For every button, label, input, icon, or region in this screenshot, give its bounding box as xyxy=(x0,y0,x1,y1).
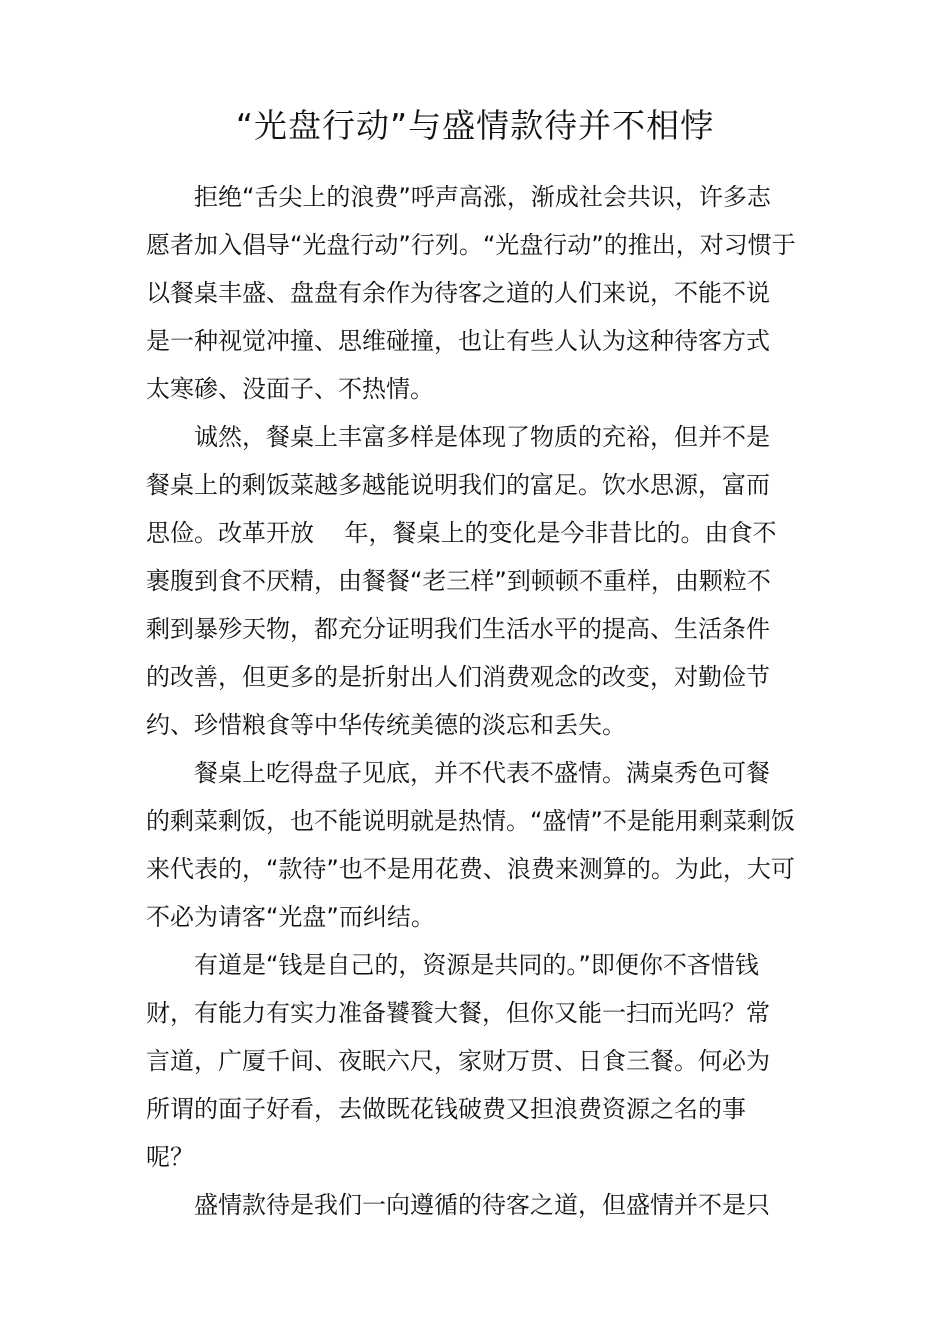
paragraph-4-line-1: 有道是“钱是自己的，资源是共同的。”即便你不吝惜钱 xyxy=(194,951,759,979)
paragraph-2-line-6: 的改善，但更多的是折射出人们消费观念的改变，对勤俭节 xyxy=(146,663,770,691)
document-title: “光盘行动”与盛情款待并不相悖 xyxy=(235,106,715,145)
paragraph-2-line-5: 剩到暴殄天物，都充分证明我们生活水平的提高、生活条件 xyxy=(146,615,770,643)
paragraph-4-line-5: 呢？ xyxy=(146,1143,194,1171)
paragraph-2-line-7: 约、珍惜粮食等中华传统美德的淡忘和丢失。 xyxy=(146,711,626,739)
paragraph-3-line-3: 来代表的，“款待”也不是用花费、浪费来测算的。为此，大可 xyxy=(146,855,795,883)
paragraph-1-line-5: 太寒碜、没面子、不热情。 xyxy=(146,375,434,403)
paragraph-4-line-4: 所谓的面子好看，去做既花钱破费又担浪费资源之名的事 xyxy=(146,1095,746,1123)
paragraph-1-line-1: 拒绝“舌尖上的浪费”呼声高涨，渐成社会共识，许多志 xyxy=(194,183,771,211)
paragraph-1-line-3: 以餐桌丰盛、盘盘有余作为待客之道的人们来说，不能不说 xyxy=(146,279,770,307)
paragraph-1-line-2: 愿者加入倡导“光盘行动”行列。“光盘行动”的推出，对习惯于 xyxy=(146,231,796,259)
paragraph-3-line-2: 的剩菜剩饭，也不能说明就是热情。“盛情”不是能用剩菜剩饭 xyxy=(146,807,795,835)
paragraph-2-line-3: 思俭。改革开放 年，餐桌上的变化是今非昔比的。由食不 xyxy=(146,519,777,547)
paragraph-5-line-1: 盛情款待是我们一向遵循的待客之道，但盛情并不是只 xyxy=(194,1191,770,1219)
paragraph-2-line-4: 裹腹到食不厌精，由餐餐“老三样”到顿顿不重样，由颗粒不 xyxy=(146,567,771,595)
paragraph-3-line-4: 不必为请客“光盘”而纠结。 xyxy=(146,903,435,931)
paragraph-4-line-3: 言道，广厦千间、夜眠六尺，家财万贯、日食三餐。何必为 xyxy=(146,1047,770,1075)
paragraph-3-line-1: 餐桌上吃得盘子见底，并不代表不盛情。满桌秀色可餐 xyxy=(194,759,770,787)
paragraph-2-line-2: 餐桌上的剩饭菜越多越能说明我们的富足。饮水思源，富而 xyxy=(146,471,770,499)
paragraph-1-line-4: 是一种视觉冲撞、思维碰撞，也让有些人认为这种待客方式 xyxy=(146,327,770,355)
paragraph-4-line-2: 财，有能力有实力准备饕餮大餐，但你又能一扫而光吗？常 xyxy=(146,999,770,1027)
paragraph-2-line-1: 诚然，餐桌上丰富多样是体现了物质的充裕，但并不是 xyxy=(194,423,770,451)
